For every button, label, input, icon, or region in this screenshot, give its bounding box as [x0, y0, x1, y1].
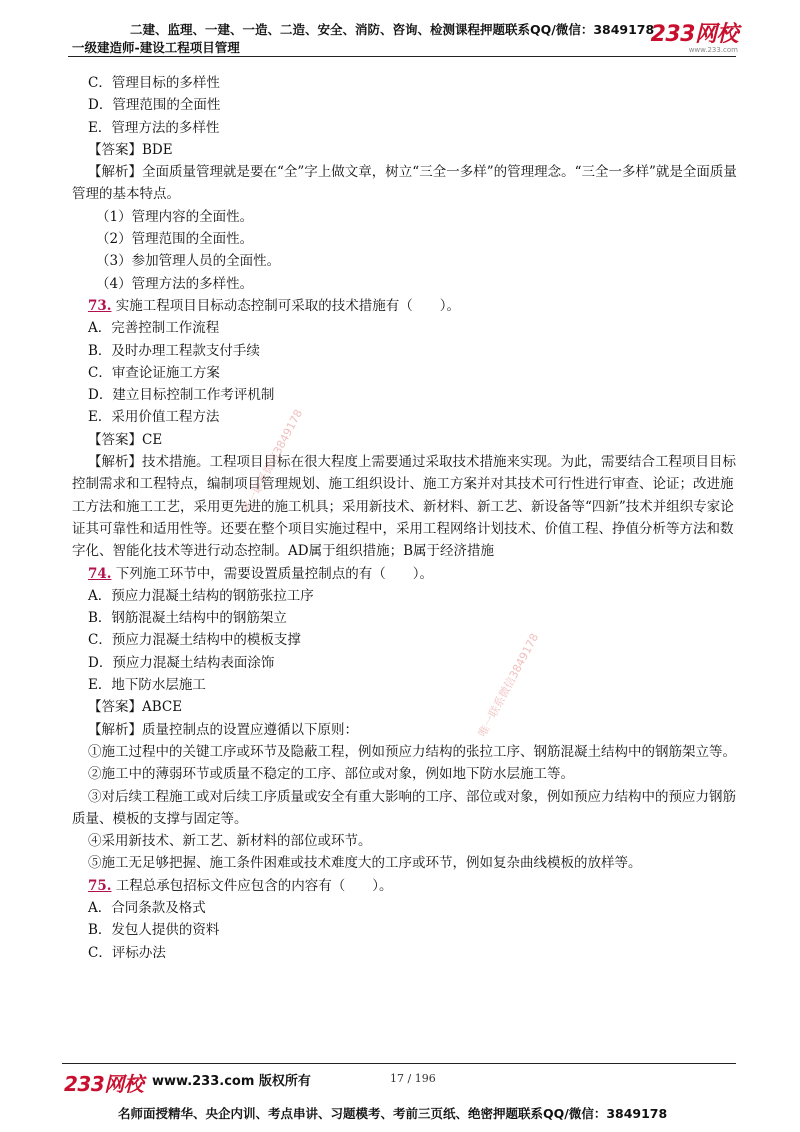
watermark: 唯一联系微信3849178 [475, 631, 542, 740]
option: C．评标办法 [88, 944, 166, 961]
brand-logo-text: 233网校 [650, 22, 738, 47]
option: C．管理目标的多样性 [88, 75, 220, 91]
footer-divider [62, 1063, 736, 1064]
analysis: 【解析】质量控制点的设置应遵循以下原则： [88, 721, 358, 738]
option: C．预应力混凝土结构中的模板支撑 [88, 632, 301, 649]
option: B．钢筋混凝土结构中的钢筋架立 [88, 610, 287, 627]
option: B．发包人提供的资料 [88, 922, 220, 939]
principle: ①施工过程中的关键工序或环节及隐蔽工程，例如预应力结构的张拉工序、钢筋混凝土结构中的钢筋架立等。 [88, 743, 736, 760]
question-stem: 实施工程项目目标动态控制可采取的技术措施有（ ）。 [115, 297, 461, 314]
document-body [72, 72, 737, 964]
header-promo: 二建、监理、一建、一造、二造、安全、消防、咨询、检测课程押题联系QQ/微信：3849178 [130, 22, 655, 37]
option: D．管理范围的全面性 [88, 97, 221, 114]
option: B．及时办理工程款支付手续 [88, 342, 260, 359]
footer-site-copyright: www.233.com 版权所有 [152, 1074, 311, 1089]
analysis-point: （4）管理方法的多样性。 [96, 275, 254, 292]
question-stem: 下列施工环节中，需要设置质量控制点的有（ ）。 [115, 565, 434, 582]
analysis-point: （1）管理内容的全面性。 [96, 208, 254, 225]
option: A．预应力混凝土结构的钢筋张拉工序 [88, 587, 314, 604]
option: E．地下防水层施工 [88, 677, 206, 694]
principle: ④采用新技术、新工艺、新材料的部位或环节。 [88, 833, 372, 850]
option: A．合同条款及格式 [88, 899, 206, 916]
question-number: 74. [88, 565, 112, 582]
analysis: 【解析】全面质量管理就是要在“全”字上做文章，树立“三全一多样”的管理理念。“三全一多样”就是全面质量管理的基本特点。 [72, 164, 737, 203]
analysis: 【解析】技术措施。工程项目目标在很大程度上需要通过采取技术措施来实现。为此，需要结合工程项目目标控制需求和工程特点，编制项目管理规划、施工组织设计、施工方案并对其技术可行性进行审查、论证；改进施工方法和施工工艺，采用更先进的施工机具；采用新技术、新材料、新工艺、新设备等“四新”技术并组织专家论证其可靠性和适用性等。还要在整个项目实施过程中，采用工程网络计划技术、价值工程、挣值分析等方法和数字化、智能化技术等进行动态控制。AD属于组织措施；B属于经济措施 [72, 454, 736, 560]
question-number: 73. [88, 297, 112, 314]
answer: 【答案】CE [88, 431, 163, 448]
question-74 [72, 563, 737, 585]
footer-logo: 233网校 [64, 1072, 144, 1096]
page-number: 17 / 196 [390, 1072, 436, 1085]
analysis-point: （3）参加管理人员的全面性。 [96, 253, 281, 270]
option: D．预应力混凝土结构表面涂饰 [88, 654, 275, 671]
answer: 【答案】BDE [88, 141, 173, 158]
option: A．完善控制工作流程 [88, 320, 220, 337]
option: C．审查论证施工方案 [88, 364, 220, 381]
question-73 [72, 295, 737, 317]
answer: 【答案】ABCE [88, 699, 183, 716]
watermark: 唯一联系微信3849178 [239, 407, 306, 516]
question-75 [72, 875, 737, 897]
question-stem: 工程总承包招标文件应包含的内容有（ ）。 [115, 877, 393, 894]
header-divider [68, 56, 736, 57]
analysis-point: （2）管理范围的全面性。 [96, 231, 254, 248]
option: D．建立目标控制工作考评机制 [88, 387, 275, 404]
principle: ②施工中的薄弱环节或质量不稳定的工序、部位或对象，例如地下防水层施工等。 [88, 766, 574, 783]
question-number: 75. [88, 877, 112, 894]
principle: ③对后续工程施工或对后续工序质量或安全有重大影响的工序、部位或对象，例如预应力结构中的预应力钢筋质量、模板的支撑与固定等。 [72, 788, 736, 827]
header-course-title: 一级建造师-建设工程项目管理 [72, 40, 240, 55]
principle: ⑤施工无足够把握、施工条件困难或技术难度大的工序或环节，例如复杂曲线模板的放样等。 [88, 855, 642, 872]
option: E．采用价值工程方法 [88, 409, 220, 426]
brand-logo-subtext: www.233.com [688, 46, 738, 54]
brand-logo [651, 24, 738, 54]
option: E．管理方法的多样性 [88, 119, 220, 136]
footer-promo: 名师面授精华、央企内训、考点串讲、习题模考、考前三页纸、绝密押题联系QQ/微信：3849178 [118, 1106, 668, 1121]
